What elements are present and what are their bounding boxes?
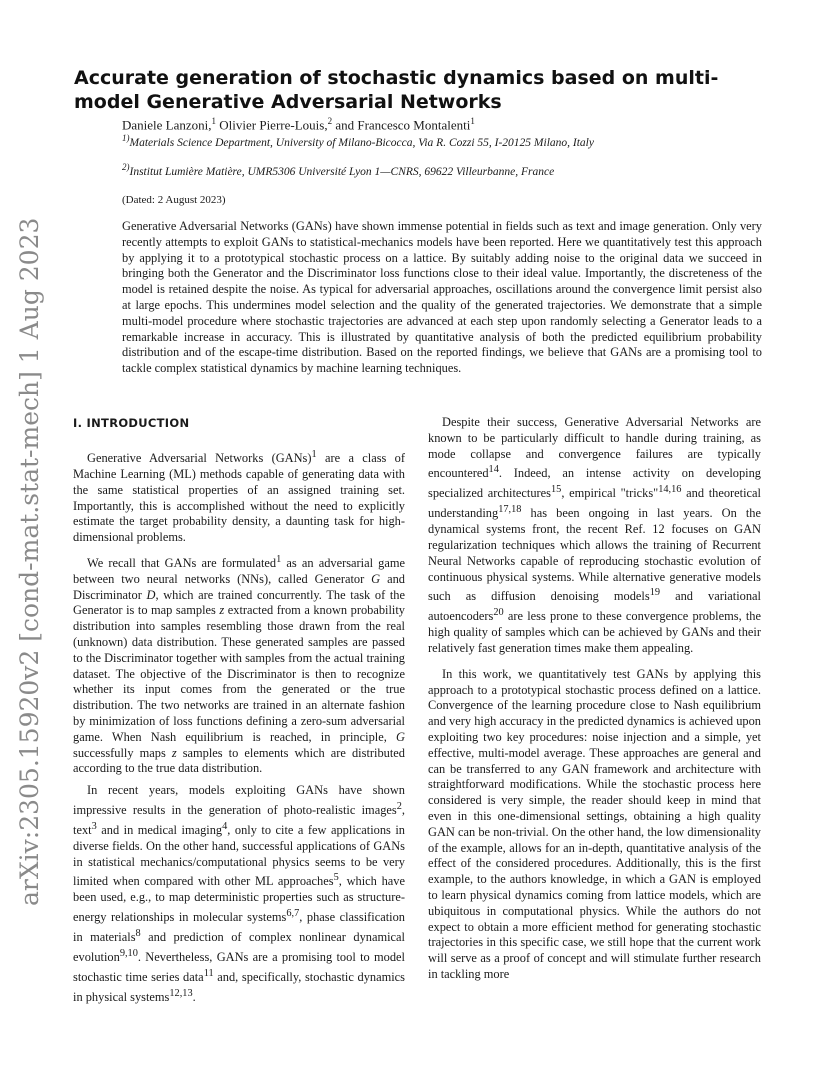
date-line: (Dated: 2 August 2023) [122, 194, 226, 206]
citation-link[interactable]: 4 [222, 820, 228, 832]
citation-link[interactable]: 14 [488, 464, 499, 476]
abstract-text: Generative Adversarial Networks (GANs) have shown immense potential in fields such as text and image generation. Only very recently attempts to exploit GANs to statistical-mechanics models have been reported. Here we quantitatively test this approach by applying it to a prototypical stochastic process on a lattice. By suitably adding noise to the original data we succeed in bringing both the Generator and the Discriminator loss functions close to their ideal value. Importantly, the discreteness of the model is retained despite the noise. As typical for adversarial approaches, oscillations around the convergence limit persist also at large epochs. This undermines model selection and the quality of the generated trajectories. We demonstrate that a simple multi-model procedure where stochastic trajectories are advanced at each step upon randomly selecting a Generator leads to a remarkable increase in accuracy. This is illustrated by quantitative analysis of both the predicted equilibrium probability distribution and of the escape-time distribution. Based on the reported findings, we believe that GANs are a promising tool to tackle complex statistical dynamics by machine learning techniques. [122, 219, 762, 376]
citation-link[interactable]: 5 [333, 872, 339, 884]
author-name: and Francesco Montalenti [332, 117, 471, 133]
citation-link[interactable]: 3 [91, 820, 97, 832]
paragraph: In this work, we quantitatively test GANs by applying this approach to a prototypical stochastic process defined on a lattice. Convergence of the learning procedure close to Nash equilibrium and very high accuracy in the predicted dynamics is achieved upon exploiting two key procedures: noise injection and a simple, yet effective, multi-model average. These approaches are general and can be transferred to any GAN framework and architecture with straightforward modifications. While the stochastic process here considered is very simple, the reader should keep in mind that even in this one-dimensional settings, obtaining a high quality GAN can be non-trivial. On the other hand, the low dimensionality of the example, allows for an in-depth, quantitative analysis of the effect of the considered procedures. Additionally, this is the first example, to the authors knowledge, in which a GAN is employed to learn physical dynamics coming from lattice models, which are ubiquitous in computational physics. While the authors do not expect to obtain a more efficient method for generating stochastic trajectories in this specific case, we still hope that the current work will serve as a proof of concept and will stimulate further research in tackling more [428, 666, 761, 981]
author-affil-mark: 2 [327, 116, 333, 126]
citation-link[interactable]: 9,10 [119, 947, 138, 959]
citation-link[interactable]: 14,16 [658, 484, 682, 496]
paragraph: Despite their success, Generative Adversarial Networks are known to be particularly difficult to handle during training, as mode collapse and convergence failures are typically encountered$^{14}$. Indeed, an intense activity on developing specialized architectures$^{15}$, empirical "tricks"$^{14,16}$ and theoretical understanding$^{17,18}$ has been ongoing in last years. On the dynamical systems front, the recent Ref. 12 focuses on GAN regularization techniques which allows the training of Recurrent Neural Networks capable of reproducing stochastic evolution of continuous physical systems. While alternative generative models such as diffusion denoising models$^{19}$ and variational autoencoders$^{20}$ are less prone to these convergence problems, the high quality of samples which can be achieved by GANs and their relatively fast generation times make them appealing. [428, 415, 761, 655]
arxiv-watermark [2, 190, 52, 910]
citation-link[interactable]: 17,18 [498, 504, 522, 516]
section-heading: I. INTRODUCTION [73, 416, 190, 430]
author-list [122, 114, 722, 132]
affiliation-1 [122, 131, 642, 151]
citation-link[interactable]: 12 [652, 522, 665, 537]
author-name: Olivier Pierre-Louis, [216, 117, 328, 133]
right-column [428, 415, 761, 989]
citation-link[interactable]: 1 [311, 449, 317, 460]
citation-link[interactable]: 12,13 [169, 987, 193, 999]
citation-link[interactable]: 2 [396, 800, 402, 812]
affiliation-mark: 1) [122, 133, 130, 143]
author-name: Daniele Lanzoni, [122, 117, 212, 133]
citation-link[interactable]: 20 [493, 607, 504, 619]
abstract [122, 219, 762, 377]
citation-link[interactable]: 6,7 [286, 908, 300, 920]
paper-title: Accurate generation of stochastic dynamics based on multi-model Generative Adversarial Networks [74, 67, 719, 113]
affiliation-2 [122, 160, 642, 180]
citation-link[interactable]: 11 [203, 967, 214, 979]
paragraph: We recall that GANs are formulated$^1$ as an adversarial game between two neural networks (NNs), called Generator G and Discriminator D, which are trained concurrently. The task of the Generator is to map samples z extracted from a known probability distribution into samples resembling those drawn from the real (unknown) data distribution. These generated samples are passed to the Discriminator together with samples from the actual training dataset. The objective of the Discriminator is then to recognize whether its input comes from the generated or the true distribution. The two networks are trained in an alternate fashion by minimization of loss functions defining a zero-sum adversarial game. When Nash equilibrium is reached, in principle, G successfully maps z samples to elements which are distributed according to the true data distribution. [73, 553, 406, 776]
citation-link[interactable]: 19 [649, 587, 661, 599]
affiliation-mark: 2) [122, 162, 130, 172]
affiliation-text: Materials Science Department, University of Milano-Bicocca, Via R. Cozzi 55, I-20125 Milano, Italy [129, 136, 594, 149]
left-column [73, 447, 405, 1012]
citation-link[interactable]: 1 [276, 553, 282, 565]
author-affil-mark: 1 [211, 116, 217, 126]
paragraph: Generative Adversarial Networks (GANs)$^1$ are a class of Machine Learning (ML) methods capable of generating data with the same statistical properties of an assigned training set. Importantly, this is accomplished without the need to explicitly estimate the target probability density, a daunting task for high-dimensional problems. [73, 449, 405, 545]
affiliation-text: Institut Lumière Matière, UMR5306 Université Lyon 1—CNRS, 69622 Villeurbanne, France [129, 165, 555, 178]
citation-link[interactable]: 8 [135, 928, 141, 940]
paragraph: In recent years, models exploiting GANs have shown impressive results in the generation of photo-realistic images$^2$, text$^3$ and in medical imaging$^4$, only to cite a few applications in diverse fields. On the other hand, successful applications of GANs in statistical mechanics/computational physics seems to be very limited when compared with other ML approaches$^5$, which have been used, e.g., to map deterministic properties such as structure-energy relationships in molecular systems$^{6,7}$, phase classification in materials$^8$ and prediction of complex nonlinear dynamical evolution$^{9,10}$. Nevertheless, GANs are a promising tool to model stochastic time series data$^{11}$ and, specifically, stochastic dynamics in physical systems$^{12,13}$. [73, 783, 405, 1004]
arxiv-id-text: arXiv:2305.15920v2 [cond-mat.stat-mech] 1 Aug 2023 [15, 217, 44, 906]
author-affil-mark: 1 [470, 116, 475, 126]
citation-link[interactable]: 15 [551, 484, 562, 496]
